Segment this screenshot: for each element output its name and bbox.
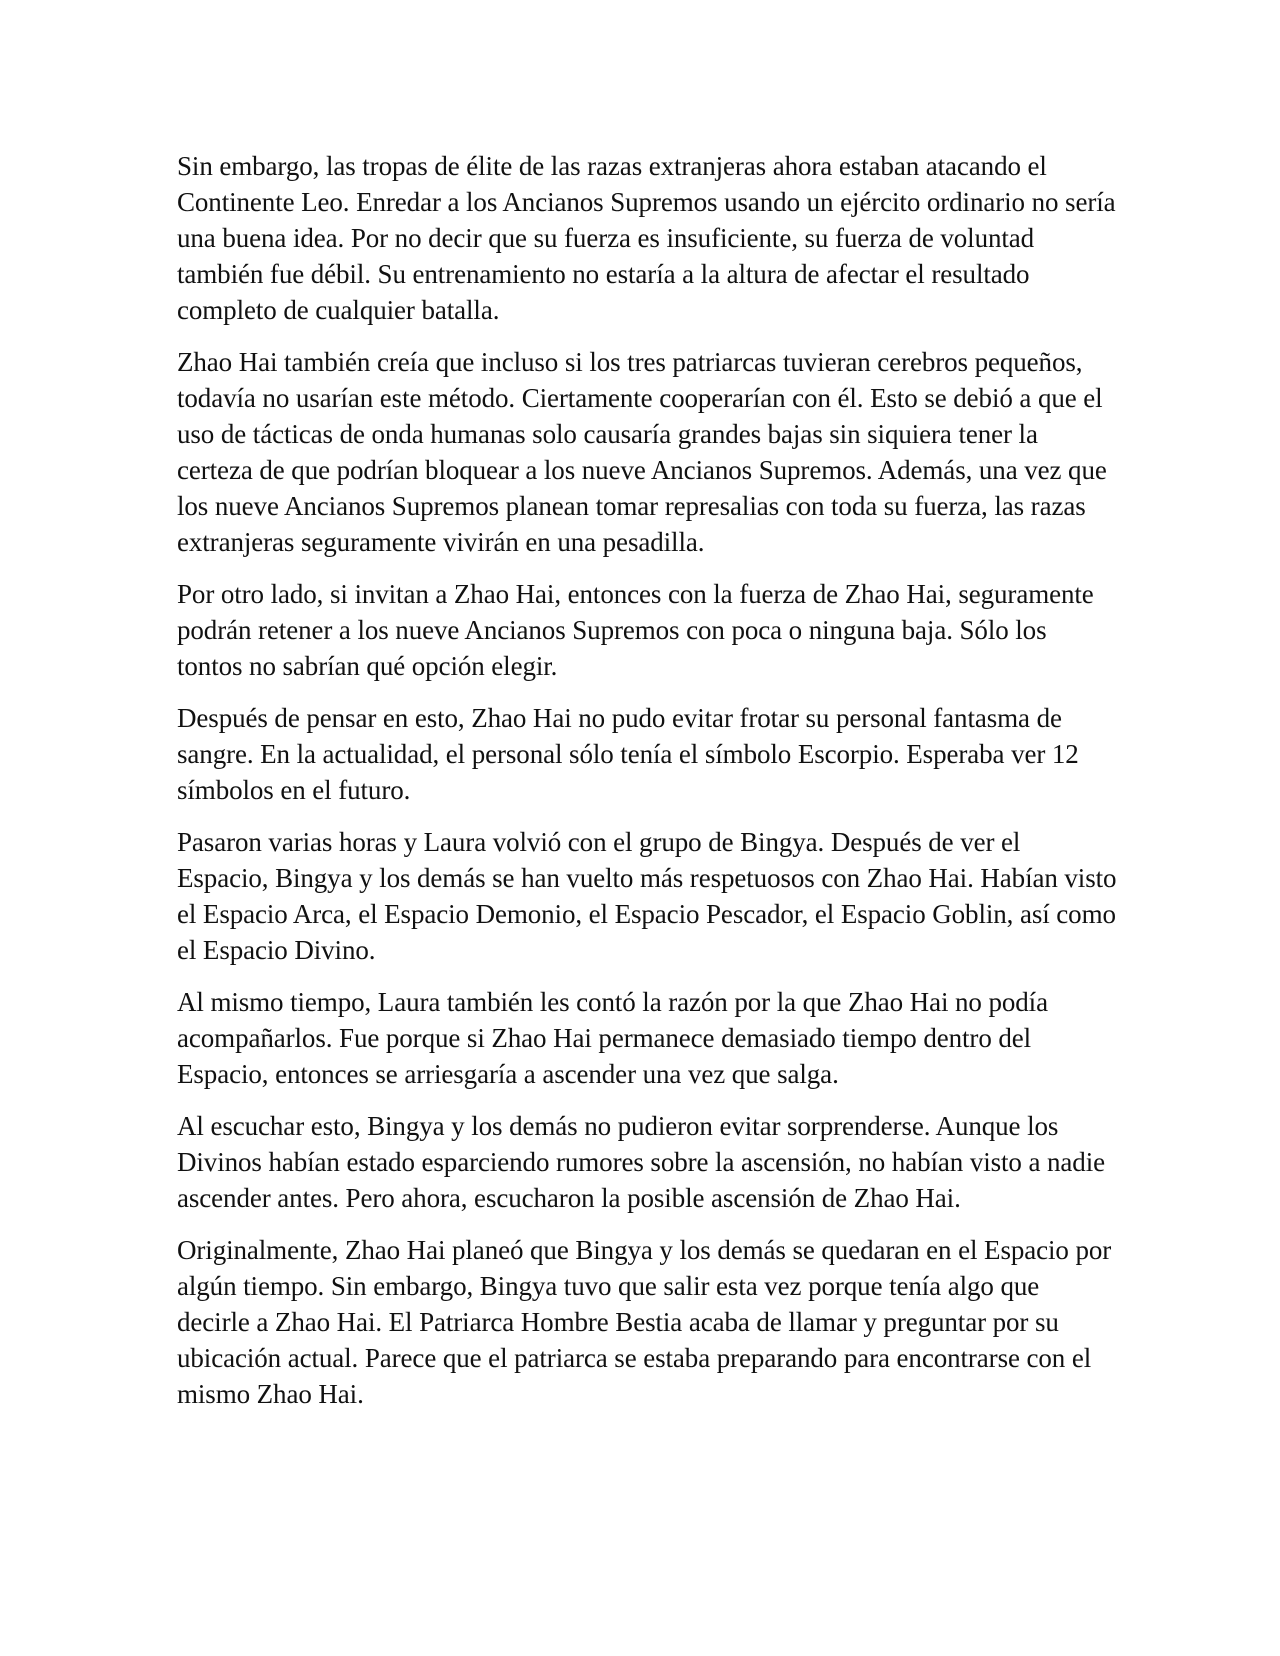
text-column xyxy=(177,148,1117,1428)
paragraph-8: Originalmente, Zhao Hai planeó que Bingya y los demás se quedaran en el Espacio por algún tiempo. Sin embargo, Bingya tuvo que salir esta vez porque tenía algo que decirle a Zhao Hai. El Patriarca Hombre Bestia acaba de llamar y preguntar por su ubicación actual. Parece que el patriarca se estaba preparando para encontrarse con el mismo Zhao Hai. xyxy=(177,1235,1112,1409)
paragraph-3: Por otro lado, si invitan a Zhao Hai, entonces con la fuerza de Zhao Hai, seguramente podrán retener a los nueve Ancianos Supremos con poca o ninguna baja. Sólo los tontos no sabrían qué opción elegir. xyxy=(177,579,1094,681)
paragraph-1: Sin embargo, las tropas de élite de las razas extranjeras ahora estaban atacando el Continente Leo. Enredar a los Ancianos Supremos usando un ejército ordinario no sería una buena idea. Por no decir que su fuerza es insuficiente, su fuerza de voluntad también fue débil. Su entrenamiento no estaría a la altura de afectar el resultado completo de cualquier batalla. xyxy=(177,151,1116,325)
paragraph-2: Zhao Hai también creía que incluso si los tres patriarcas tuvieran cerebros pequeños, todavía no usarían este método. Ciertamente cooperarían con él. Esto se debió a que el uso de tácticas de onda humanas solo causaría grandes bajas sin siquiera tener la certeza de que podrían bloquear a los nueve Ancianos Supremos. Además, una vez que los nueve Ancianos Supremos planean tomar represalias con toda su fuerza, las razas extranjeras seguramente vivirán en una pesadilla. xyxy=(177,347,1107,557)
paragraph-4: Después de pensar en esto, Zhao Hai no pudo evitar frotar su personal fantasma de sangre. En la actualidad, el personal sólo tenía el símbolo Escorpio. Esperaba ver 12 símbolos en el futuro. xyxy=(177,703,1079,805)
paragraph-6: Al mismo tiempo, Laura también les contó la razón por la que Zhao Hai no podía acompañarlos. Fue porque si Zhao Hai permanece demasiado tiempo dentro del Espacio, entonces se arriesgaría a ascender una vez que salga. xyxy=(177,987,1048,1089)
paragraph-5: Pasaron varias horas y Laura volvió con el grupo de Bingya. Después de ver el Espacio, Bingya y los demás se han vuelto más respetuosos con Zhao Hai. Habían visto el Espacio Arca, el Espacio Demonio, el Espacio Pescador, el Espacio Goblin, así como el Espacio Divino. xyxy=(177,827,1117,965)
paragraph-7: Al escuchar esto, Bingya y los demás no pudieron evitar sorprenderse. Aunque los Divinos habían estado esparciendo rumores sobre la ascensión, no habían visto a nadie ascender antes. Pero ahora, escucharon la posible ascensión de Zhao Hai. xyxy=(177,1111,1105,1213)
